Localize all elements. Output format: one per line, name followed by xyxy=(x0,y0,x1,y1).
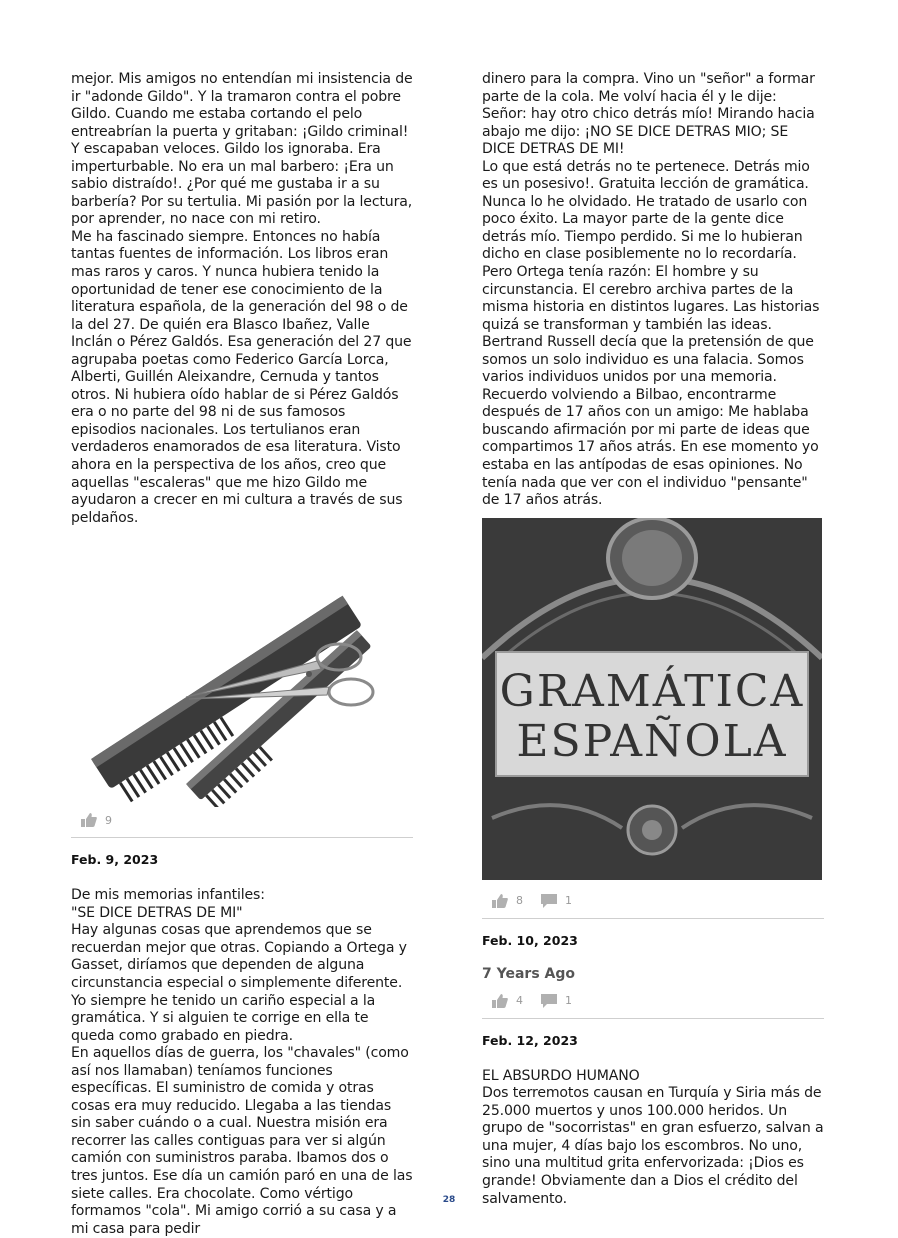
thumbs-up-icon[interactable] xyxy=(492,894,508,908)
post-date: Feb. 9, 2023 xyxy=(71,852,159,868)
comb-scissors-image xyxy=(71,549,413,807)
divider xyxy=(482,1018,824,1019)
left-paragraph-1: mejor. Mis amigos no entendían mi insistencia de ir "adonde Gildo". Y la tramaron contra el pobre Gildo. Cuando me estaba cortando el pelo entreabrían la puerta y gritaban: ¡Gildo criminal! Y escapaban veloces. Gildo los ignoraba. Era imperturbable. No era un mal barbero: ¡Era un sabio distraído!. ¿Por qué me gustaba ir a su barbería? Por su tertulia. Mi pasión por la lectura, por aprender, no nace con mi retiro. xyxy=(71,71,413,228)
divider xyxy=(482,918,824,919)
like-count: 8 xyxy=(516,894,523,908)
right-post-meta-2 xyxy=(482,990,824,1012)
right-post-meta-1 xyxy=(482,890,824,912)
book-title-line-2: ESPAÑOLA xyxy=(516,715,788,767)
post-date: Feb. 12, 2023 xyxy=(482,1032,578,1048)
right-paragraph-3: Dos terremotos causan en Turquía y Siria más de 25.000 muertos y unos 100.000 heridos. Un grupo de "socorristas" en gran esfuerzo, salvan a una mujer, 4 días bajo los escombros. No uno, sino una multitud grita enfervorizada: ¡Dios es grande! Obviamente dan a Dios el crédito del salvamento. xyxy=(482,1085,824,1207)
left-paragraph-4: En aquellos días de guerra, los "chavales" (como así nos llamaban) teníamos funciones específicas. El suministro de comida y otras cosas era muy reducido. Llegaba a las tiendas sin saber cuándo o a cual. Nuestra misión era recorrer las calles contiguas para ver si algún camión con suministros paraba. Ibamos dos o tres juntos. Ese día un camión paró en una de las siete calles. Era chocolate. Como vértigo formamos "cola". Mi amigo corrió a su casa y a mi casa para pedir xyxy=(71,1045,413,1237)
thumbs-up-icon[interactable] xyxy=(81,813,97,827)
post-subtitle: De mis memorias infantiles: xyxy=(71,887,265,904)
right-paragraph-1: dinero para la compra. Vino un "señor" a formar parte de la cola. Me volví hacia él y le dije: Señor: hay otro chico detrás mío! Mirando hacia abajo me dijo: ¡NO SE DICE DETRAS MIO; SE DICE DETRAS DE MI! xyxy=(482,71,815,158)
page-number: 28 xyxy=(442,1195,456,1205)
left-column xyxy=(71,71,413,1238)
left-paragraph-2: Me ha fascinado siempre. Entonces no había tantas fuentes de información. Los libros eran mas raros y caros. Y nunca hubiera tenido la oportunidad de tener ese conocimiento de la literatura española, de la generación del 98 o de la del 27. De quién era Blasco Ibañez, Valle Inclán o Pérez Galdós. Esa generación del 27 que agrupaba poetas como Federico García Lorca, Alberti, Guillén Aleixandre, Cernuda y tantos otros. Ni hubiera oído hablar de si Pérez Galdós era o no parte del 98 ni de sus famosos episodios nacionales. Los tertulianos eran verdaderos enamorados de esa literatura. Visto ahora en la perspectiva de los años, creo que aquellas "escaleras" que me hizo Gildo me ayudaron a crecer en mi cultura a través de sus peldaños. xyxy=(71,228,412,526)
post-title: EL ABSURDO HUMANO xyxy=(482,1067,640,1084)
left-post-meta xyxy=(71,809,413,831)
thumbs-up-icon[interactable] xyxy=(492,994,508,1008)
comment-icon[interactable] xyxy=(541,994,557,1008)
comment-count: 1 xyxy=(565,994,572,1008)
book-title-line-1: GRAMÁTICA xyxy=(499,665,805,717)
left-paragraph-3: Hay algunas cosas que aprendemos que se recuerdan mejor que otras. Copiando a Ortega y Gasset, diríamos que dependen de alguna circunstancia especial o simplemente diferente. Yo siempre he tenido un cariño especial a la gramática. Y si alguien te corrige en ella te queda como grabado en piedra. xyxy=(71,922,407,1044)
comb-scissors-illustration xyxy=(71,549,413,807)
post-heading[interactable]: 7 Years Ago xyxy=(482,965,575,982)
post-title: "SE DICE DETRAS DE MI" xyxy=(71,904,243,921)
post-date: Feb. 10, 2023 xyxy=(482,932,578,948)
like-count: 4 xyxy=(516,994,523,1008)
grammar-book-image xyxy=(482,518,822,880)
comment-icon[interactable] xyxy=(541,894,557,908)
right-column xyxy=(482,71,824,1208)
divider xyxy=(71,837,413,838)
right-paragraph-2: Lo que está detrás no te pertenece. Detrás mio es un posesivo!. Gratuita lección de gramática. Nunca lo he olvidado. He tratado de usarlo con poco éxito. La mayor parte de la gente dice detrás mío. Tiempo perdido. Si me lo hubieran dicho en clase posiblemente no lo recordaría. Pero Ortega tenía razón: El hombre y su circunstancia. El cerebro archiva partes de la misma historia en distintos lugares. Las historias quizá se transforman y también las ideas. Bertrand Russell decía que la pretensión de que somos un solo individuo es una falacia. Somos varios individuos unidos por una memoria. Recuerdo volviendo a Bilbao, encontrarme después de 17 años con un amigo: Me hablaba buscando afirmación por mi parte de ideas que compartimos 17 años atrás. En ese momento yo estaba en las antípodas de esas opiniones. No tenía nada que ver con el individuo "pensante" de 17 años atrás. xyxy=(482,158,820,509)
comment-count: 1 xyxy=(565,894,572,908)
like-count: 9 xyxy=(105,813,112,827)
